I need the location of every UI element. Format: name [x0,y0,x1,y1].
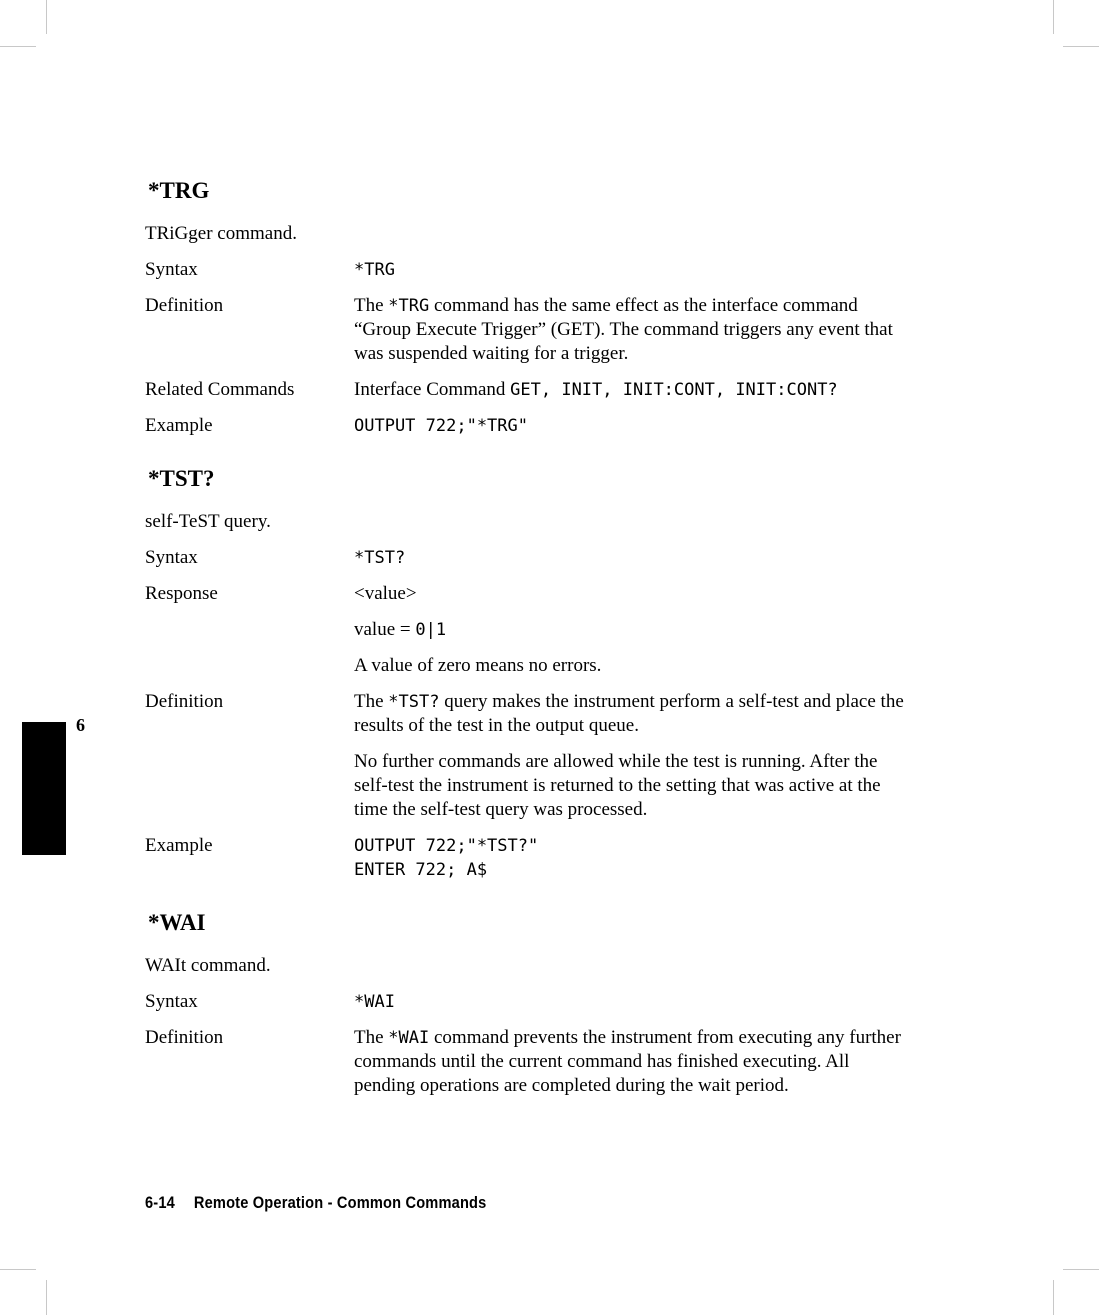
related-commands-value [354,378,914,402]
definition-code: *TRG [388,296,430,316]
related-commands-code: GET, INIT, INIT:CONT, INIT:CONT? [510,380,838,400]
syntax-label: Syntax [145,259,198,280]
response-range [354,618,914,642]
syntax-value: *TST? [354,548,406,568]
definition-row [145,294,925,366]
crop-mark [0,1269,36,1270]
definition-row [145,1026,925,1098]
example-row [145,834,925,882]
chapter-tab-number: 6 [76,715,85,735]
response-note: A value of zero means no errors. [354,655,602,676]
syntax-label: Syntax [145,991,198,1012]
crop-mark [0,46,36,47]
crop-mark [46,1280,47,1315]
footer-title: Remote Operation - Common Commands [193,1193,487,1212]
syntax-row [145,258,925,282]
example-code: OUTPUT 722;"*TRG" [354,416,528,436]
section-intro: TRiGger command. [145,223,297,244]
example-code: OUTPUT 722;"*TST?" [354,836,539,856]
definition-text: The [354,295,389,316]
definition-paragraph: No further commands are allowed while the test is running. After the self-test the instrument is returned to the setting that was active at the time the self-test query was processed. [354,751,881,820]
example-label: Example [145,415,213,436]
definition-code: *TST? [388,692,440,712]
definition-value [354,294,914,366]
response-row [145,582,925,678]
definition-text: command has the same effect as the interface command “Group Execute Trigger” (GET). The command triggers any event that was suspended waiting for a trigger. [354,295,893,364]
response-value [354,582,914,678]
page-number: 6-14 [145,1193,175,1212]
definition-label: Definition [145,1027,224,1048]
definition-row [145,690,925,822]
response-format: <value> [354,583,417,604]
response-label: Response [145,583,218,604]
page-content [145,176,925,1124]
example-code: ENTER 722; A$ [354,860,488,880]
definition-paragraph [354,690,914,738]
crop-mark [1053,0,1054,34]
crop-mark [46,0,47,34]
definition-label: Definition [145,691,224,712]
section-title: *WAI [148,910,206,935]
related-commands-text: Interface Command [354,379,511,400]
response-range-text: value = [354,619,416,640]
related-commands-row [145,378,925,402]
example-code-block [354,834,914,882]
crop-mark [1053,1280,1054,1315]
definition-text: query makes the instrument perform a self-test and place the results of the test in the output queue. [354,691,904,736]
section-wai [145,908,925,1098]
syntax-row [145,990,925,1014]
response-range-code: 0|1 [415,620,447,640]
section-tst [145,464,925,882]
definition-value [354,690,914,822]
section-title: *TST? [148,466,215,491]
example-row [145,414,925,438]
example-label: Example [145,835,213,856]
section-title: *TRG [148,178,210,203]
syntax-row [145,546,925,570]
syntax-value: *WAI [354,992,395,1012]
section-intro: self-TeST query. [145,511,271,532]
section-trg [145,176,925,438]
page-footer [145,1193,486,1213]
definition-code: *WAI [388,1028,430,1048]
definition-text: The [354,1027,389,1048]
crop-mark [1063,1269,1099,1270]
definition-text: command prevents the instrument from executing any further commands until the current command has finished executing. All pending operations are completed during the wait period. [354,1027,901,1096]
syntax-label: Syntax [145,547,198,568]
chapter-tab [22,722,66,855]
definition-text: The [354,691,389,712]
crop-mark [1063,46,1099,47]
related-commands-label: Related Commands [145,379,295,400]
definition-label: Definition [145,295,224,316]
definition-value [354,1026,914,1098]
syntax-value: *TRG [354,260,395,280]
section-intro: WAIt command. [145,955,271,976]
